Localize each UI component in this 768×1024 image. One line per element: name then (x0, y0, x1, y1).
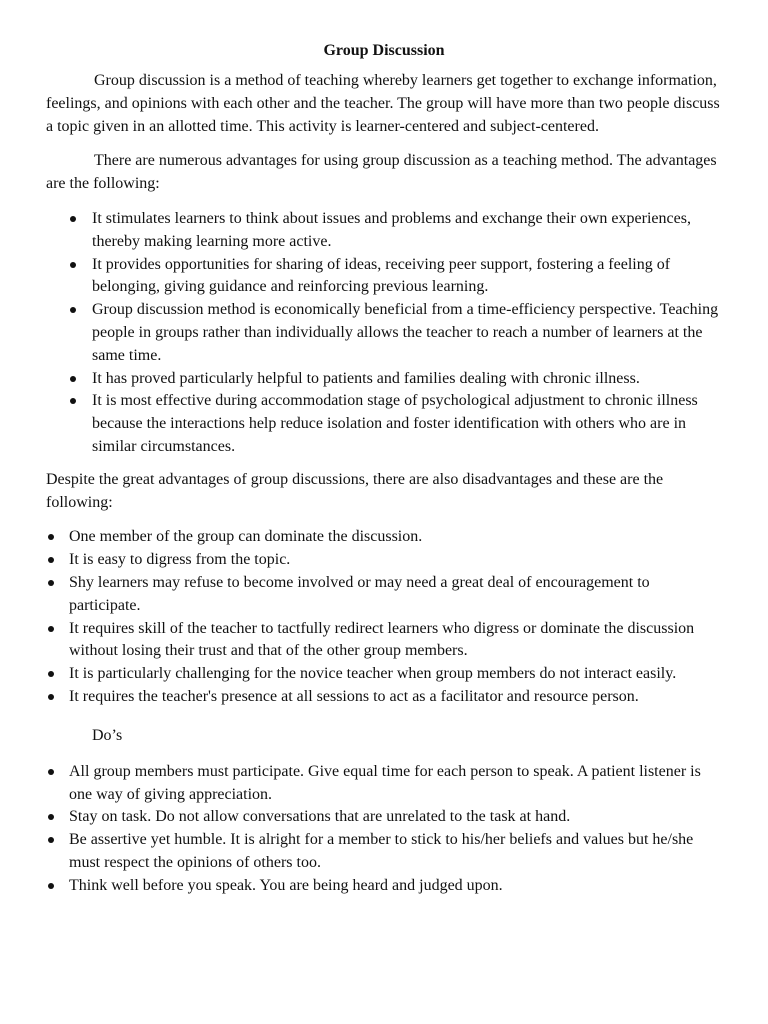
list-item: Shy learners may refuse to become involved or may need a great deal of encouragement to participate. (46, 572, 722, 618)
list-item: Think well before you speak. You are being heard and judged upon. (46, 875, 722, 898)
advantages-list (46, 208, 722, 459)
list-item: It provides opportunities for sharing of ideas, receiving peer support, fostering a feeling of belonging, giving guidance and reinforcing previous learning. (46, 254, 722, 300)
list-item: It requires the teacher's presence at all sessions to act as a facilitator and resource person. (46, 686, 722, 709)
intro-paragraph: Group discussion is a method of teaching whereby learners get together to exchange information, feelings, and opinions with each other and the teacher. The group will have more than two people discuss a topic given in an allotted time. This activity is learner-centered and subject-centered. (46, 72, 720, 135)
list-item: It requires skill of the teacher to tactfully redirect learners who digress or dominate the discussion without losing their trust and that of the other group members. (46, 618, 722, 664)
list-item: Group discussion method is economically beneficial from a time-efficiency perspective. Teaching people in groups rather than individually allows the teacher to reach a number of learners at the same time. (46, 299, 722, 367)
list-item: Be assertive yet humble. It is alright for a member to stick to his/her beliefs and values but he/she must respect the opinions of others too. (46, 829, 722, 875)
document-page (46, 40, 722, 898)
disadvantages-intro-paragraph: Despite the great advantages of group discussions, there are also disadvantages and these are the following: (46, 470, 664, 511)
advantages-intro-paragraph: There are numerous advantages for using group discussion as a teaching method. The advantages are the following: (46, 152, 717, 193)
list-item: All group members must participate. Give equal time for each person to speak. A patient listener is one way of giving appreciation. (46, 761, 722, 807)
list-item: It is easy to digress from the topic. (46, 549, 722, 572)
document-title: Group Discussion (323, 42, 445, 59)
dos-heading: Do’s (92, 726, 123, 744)
dos-list (46, 761, 722, 898)
disadvantages-list (46, 526, 722, 708)
list-item: It has proved particularly helpful to patients and families dealing with chronic illness. (46, 368, 722, 391)
list-item: It is most effective during accommodation stage of psychological adjustment to chronic illness because the interactions help reduce isolation and foster identification with others who are in similar circumstances. (46, 390, 722, 458)
list-item: One member of the group can dominate the discussion. (46, 526, 722, 549)
list-item: It is particularly challenging for the novice teacher when group members do not interact easily. (46, 663, 722, 686)
list-item: Stay on task. Do not allow conversations that are unrelated to the task at hand. (46, 806, 722, 829)
list-item: It stimulates learners to think about issues and problems and exchange their own experiences, thereby making learning more active. (46, 208, 722, 254)
